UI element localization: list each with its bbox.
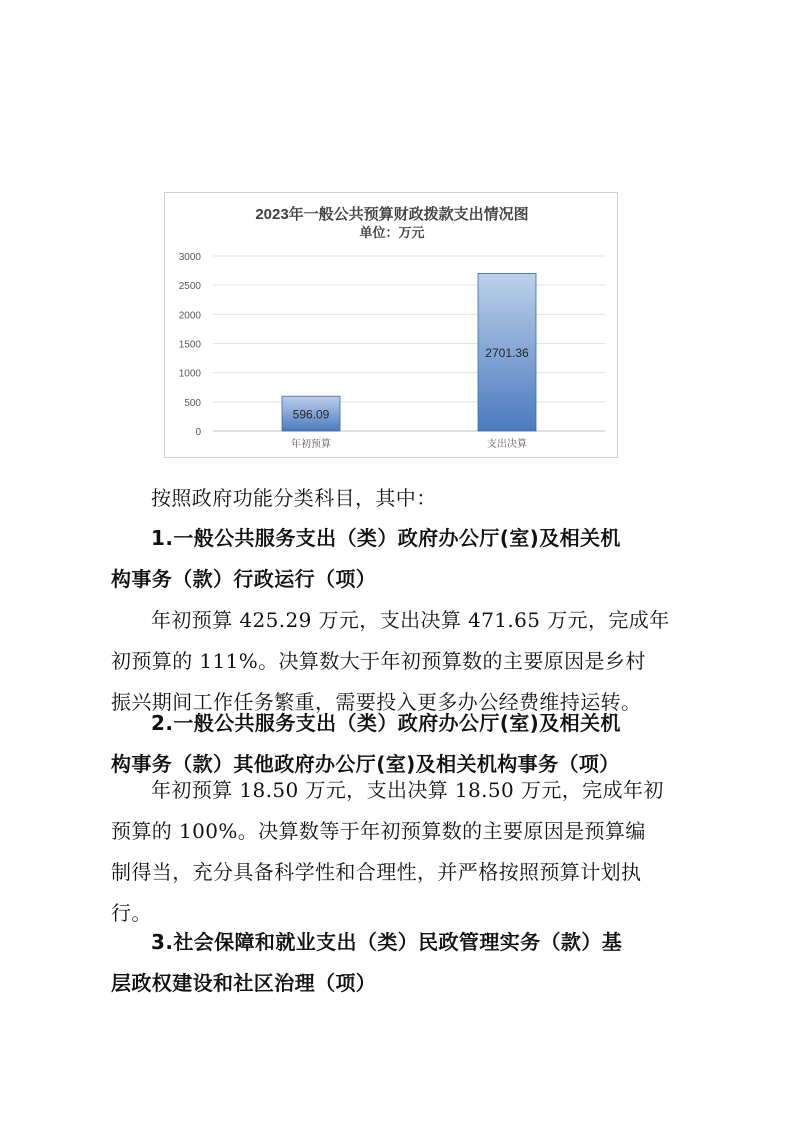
item1-heading-line: 1.一般公共服务支出（类）政府办公厅(室)及相关机 bbox=[151, 526, 621, 550]
data-label: 2701.36 bbox=[485, 346, 529, 361]
item3-heading-line: 3.社会保障和就业支出（类）民政管理实务（款）基 bbox=[151, 930, 623, 954]
item3-heading bbox=[111, 922, 671, 1004]
x-category-label: 年初预算 bbox=[291, 439, 331, 450]
item2-text bbox=[111, 770, 671, 934]
intro-text: 按照政府功能分类科目，其中： bbox=[151, 486, 437, 510]
y-tick-label: 2000 bbox=[178, 310, 201, 322]
item1-text-line: 初预算的 111%。决算数大于年初预算数的主要原因是乡村 bbox=[111, 649, 646, 673]
item3-heading-line: 层政权建设和社区治理（项） bbox=[111, 971, 377, 995]
y-tick-label: 500 bbox=[184, 397, 201, 409]
y-tick-label: 1500 bbox=[178, 339, 201, 351]
item2-heading-line: 构事务（款）其他政府办公厅(室)及相关机构事务（项） bbox=[111, 752, 620, 776]
x-category-label: 支出决算 bbox=[487, 439, 527, 450]
y-tick-label: 3000 bbox=[178, 252, 201, 263]
bar-chart bbox=[164, 192, 618, 458]
item2-text-line: 预算的 100%。决算数等于年初预算数的主要原因是预算编 bbox=[111, 819, 646, 843]
item2-text-line: 制得当，充分具备科学性和合理性，并严格按照预算计划执 bbox=[111, 860, 642, 884]
chart-title: 2023年一般公共预算财政拨款支出情况图 bbox=[255, 206, 529, 223]
item1-text-line: 振兴期间工作任务繁重，需要投入更多办公经费维持运转。 bbox=[111, 690, 642, 714]
y-tick-label: 2500 bbox=[178, 281, 201, 293]
y-tick-label: 0 bbox=[195, 427, 201, 438]
data-label: 596.09 bbox=[292, 407, 330, 422]
item1-text-line: 年初预算 425.29 万元，支出决算 471.65 万元，完成年 bbox=[151, 608, 670, 632]
item2-text-line: 年初预算 18.50 万元，支出决算 18.50 万元，完成年初 bbox=[151, 778, 664, 802]
chart-subtitle: 单位：万元 bbox=[359, 225, 425, 240]
y-tick-label: 1000 bbox=[178, 368, 201, 380]
item1-heading bbox=[111, 518, 671, 600]
chart-canvas bbox=[165, 193, 619, 459]
item2-text-line: 行。 bbox=[111, 901, 152, 925]
item2-heading-line: 2.一般公共服务支出（类）政府办公厅(室)及相关机 bbox=[151, 711, 621, 735]
item1-heading-line: 构事务（款）行政运行（项） bbox=[111, 567, 377, 591]
